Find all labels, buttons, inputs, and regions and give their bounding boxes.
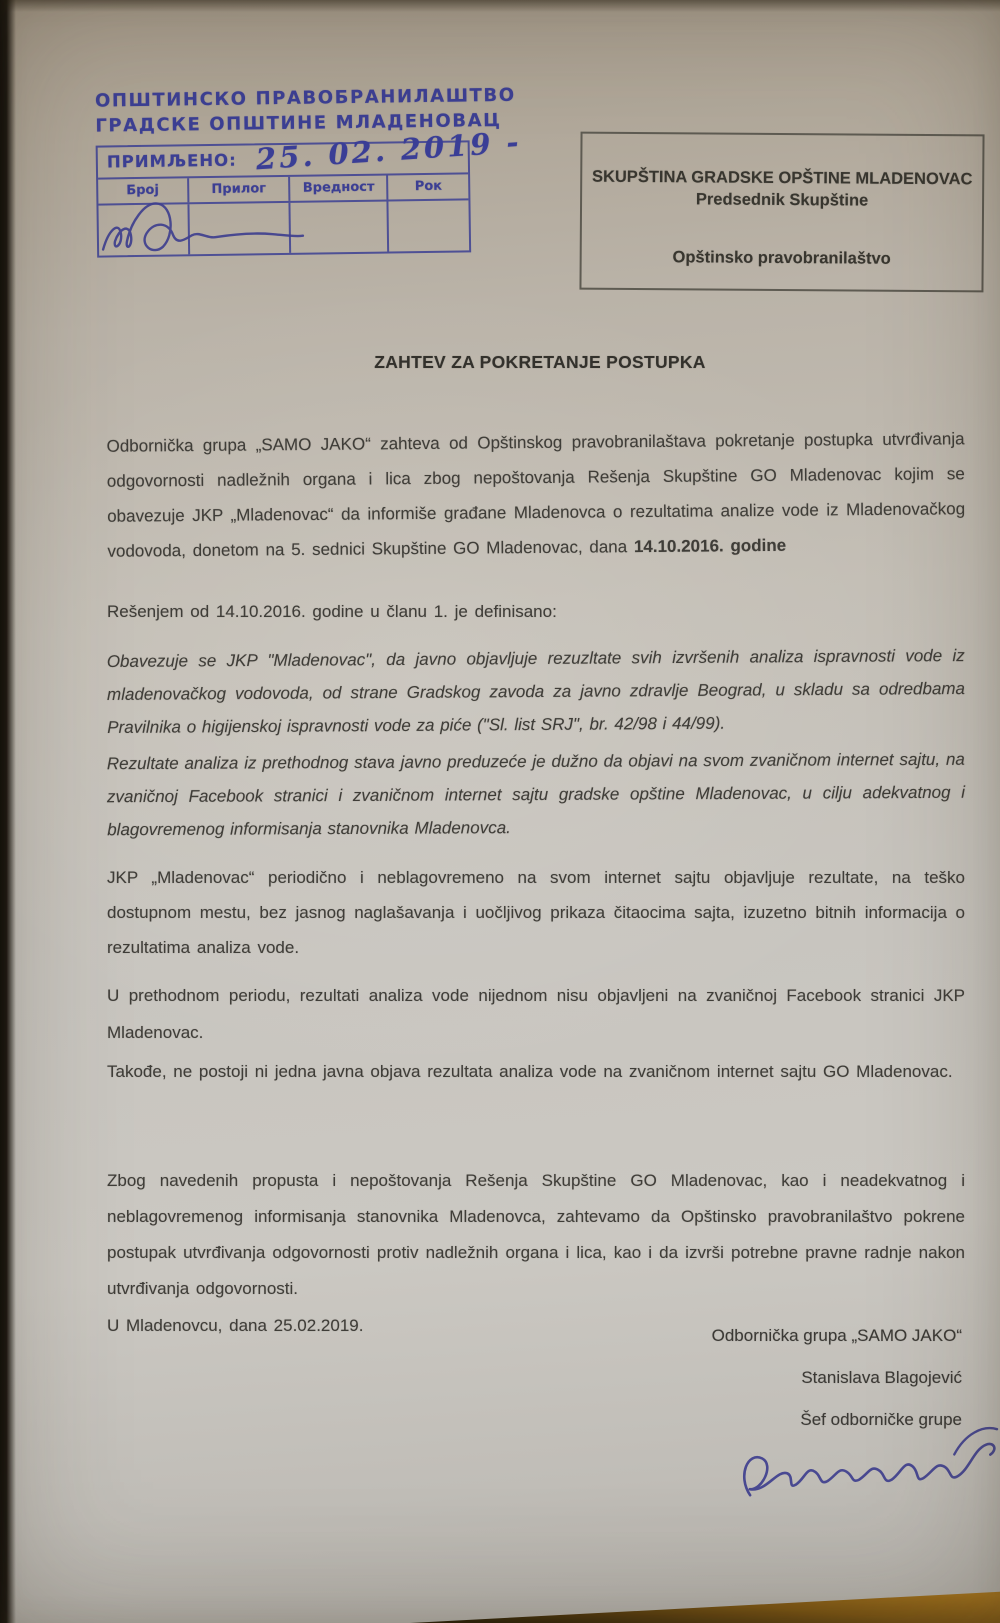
recipient-line1: SKUPŠTINA GRADSKE OPŠTINE MLADENOVAC — [591, 167, 973, 189]
handwritten-received-date: 25. 02. 2019 - — [254, 124, 523, 177]
stamp-initials-signature — [98, 193, 309, 258]
handwritten-signature — [731, 1416, 1000, 1525]
recipient-line2: Predsednik Skupštine — [695, 190, 869, 210]
paragraph-decision-intro: Rešenjem od 14.10.2016. godine u članu 1. je definisano: — [107, 602, 557, 621]
bold-decision-date: 14.10.2016. godine — [633, 535, 787, 557]
stamp-col-vrednost: Вредност — [290, 176, 388, 201]
paragraph-demand: Zbog navedenih propusta i nepoštovanja Rešenja Skupštine GO Mladenovac, kao i neadekvatnog i neblagovremenog informisanja stanovnika Mladenovca, zahtevamo da Opštinsko pravobranilaštvo pokrene postupak utvrđivanja odgovornosti protiv nadležnih organa i lica, kao i da izvrši potrebne pravne radnje nakon utvrđivanja odgovornosti. — [107, 1171, 965, 1298]
signature-group: Odbornička grupa „SAMO JAKO“ — [711, 1326, 962, 1345]
stamp-office-line2: ГРАДСКЕ ОПШТИНЕ МЛАДЕНОВАЦ — [95, 109, 502, 137]
document-title: ZAHTEV ZA POKRETANJE POSTUPKA — [374, 352, 706, 372]
stamp-col-rok: Рок — [414, 178, 443, 195]
signature-name: Stanislava Blagojević — [801, 1368, 962, 1387]
paragraph-quote-clause2: Rezultate analiza iz prethodnog stava javno preduzeće je dužno da objavi na svom zvaničnom internet sajtu, na zvaničnoj Facebook stranici i zvaničnom internet sajtu gradske opštine Mladenovac, u cilju adekvatnog i blagovremenog informisanja stanovnika Mladenovca. — [106, 749, 966, 840]
stamp-office-line1: ОПШТИНСКО ПРАВОБРАНИЛАШТВО — [94, 84, 516, 112]
table-surface-corner — [410, 1589, 1000, 1623]
paragraph-complaint-municipal-site: Takođe, ne postoji ni jedna javna objava rezultata analiza vode na zvaničnom internet sajtu GO Mladenovac. — [107, 1062, 953, 1081]
stamp-table — [96, 124, 523, 257]
received-stamp — [94, 83, 523, 257]
recipient-box — [579, 132, 984, 293]
recipient-line3: Opštinsko pravobranilaštvo — [672, 248, 891, 268]
paragraph-request: Odbornička grupa „SAMO JAKO“ zahteva od Opštinskog pravobranilaštava pokretanje postupka utvrđivanja odgovornosti nadležnih organa i lica zbog nepoštovanja Rešenja Skupštine GO Mladenovac kojim se obavezuje JKP „Mladenovac“ da informiše građane Mladenovca o rezultatima analize vode iz Mladenovačkog vodovoda, donetom na 5. sednici Skupštine GO Mladenovac, dana 14.10.2016. godine — [106, 429, 966, 561]
stamp-col-broj: Број — [98, 178, 189, 203]
paragraph-complaint-website: JKP „Mladenovac“ periodično i neblagovremeno na svom internet sajtu objavljuje rezultate, na teško dostupnom mestu, bez jasnog naglašavanja i uočljivog prikaza čitaocima sajta, izuzetno bitnih informacija o rezultatima analiza vode. — [107, 868, 965, 957]
paragraph-quote-clause1: Obavezuje se JKP "Mladenovac", da javno objavljuje rezuzltate svih izvršenih analiza ispravnosti vode iz mladenovačkog vodovoda, od strane Gradskog zavoda za javno zdravlje Beograd, u skladu sa odredbama Pravilnika o higijenskoj ispravnosti vode za piće ("Sl. list SRJ", br. 42/98 i 44/99). — [106, 646, 966, 737]
photo-top-shadow — [0, 0, 1000, 12]
paragraph-place-date: U Mladenovcu, dana 25.02.2019. — [107, 1316, 364, 1335]
photo-left-shadow — [0, 0, 16, 1623]
signature-role: Šef odborničke grupe — [800, 1410, 962, 1429]
paragraph-complaint-facebook: U prethodnom periodu, rezultati analiza vode nijednom nisu objavljeni na zvaničnoj Facebook stranici JKP Mladenovac. — [107, 986, 965, 1042]
stamp-col-prilog: Прилог — [189, 177, 291, 202]
stamp-received-label: ПРИМЉЕНО: — [98, 142, 468, 179]
